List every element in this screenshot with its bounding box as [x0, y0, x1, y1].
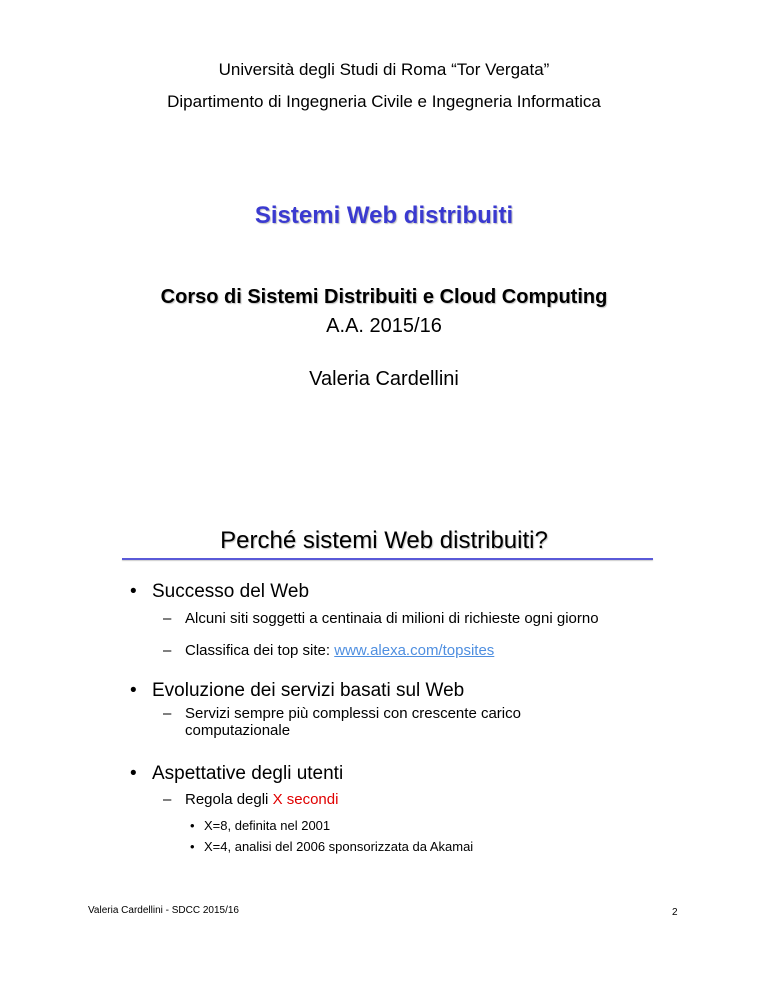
- sub-bullet-dash: –: [163, 791, 172, 808]
- footer-author: Valeria Cardellini - SDCC 2015/16: [88, 905, 239, 916]
- x-secondi-highlight: X secondi: [272, 791, 339, 808]
- bullet-text: Successo del Web: [152, 581, 310, 602]
- sub-bullet-dash: –: [163, 610, 172, 627]
- classifica-text: Classifica dei top site:: [185, 642, 335, 659]
- title-rule: [122, 558, 653, 560]
- sub-bullet-dash: –: [163, 642, 172, 659]
- sub-bullet-text: [185, 642, 605, 659]
- bullet-dot: •: [130, 680, 137, 701]
- regola-text: Regola degli: [185, 791, 273, 808]
- sub-sub-bullet-text: X=4, analisi del 2006 sponsorizzata da Akamai: [204, 839, 474, 854]
- bullet-dot: •: [130, 581, 137, 602]
- lecture-title: Sistemi Web distribuiti: [254, 202, 514, 229]
- sub-bullet-text: Servizi sempre più complessi con crescente carico computazionale: [185, 705, 521, 739]
- academic-year: A.A. 2015/16: [326, 315, 442, 337]
- bullet-dot: •: [130, 763, 137, 784]
- department-name: Dipartimento di Ingegneria Civile e Ingegneria Informatica: [167, 92, 601, 111]
- university-name: Università degli Studi di Roma “Tor Vergata”: [218, 60, 550, 79]
- sub-bullet-dash: –: [163, 705, 172, 722]
- page-number: 2: [672, 907, 678, 918]
- sub-bullet-text: Alcuni siti soggetti a centinaia di milioni di richieste ogni giorno: [185, 610, 599, 627]
- slide-title: Perché sistemi Web distribuiti?: [220, 527, 548, 554]
- sub-sub-bullet-dot: •: [190, 839, 195, 854]
- author-name: Valeria Cardellini: [309, 368, 459, 390]
- bullet-text: Aspettative degli utenti: [152, 763, 344, 784]
- course-name: Corso di Sistemi Distribuiti e Cloud Computing: [160, 286, 608, 308]
- sub-bullet-text: [185, 791, 605, 808]
- sub-sub-bullet-text: X=8, definita nel 2001: [204, 818, 331, 833]
- sub-sub-bullet-dot: •: [190, 818, 195, 833]
- alexa-link[interactable]: www.alexa.com/topsites: [334, 642, 495, 659]
- bullet-text: Evoluzione dei servizi basati sul Web: [152, 680, 465, 701]
